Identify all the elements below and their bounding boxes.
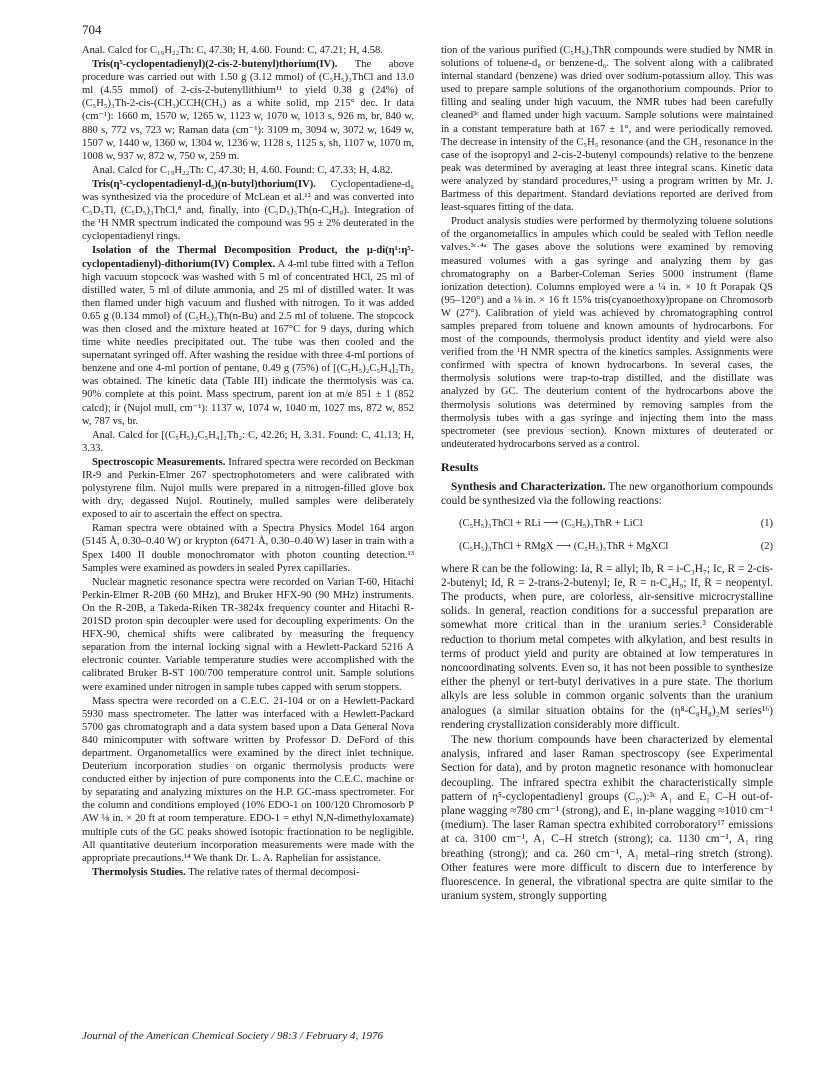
equation-number: (1): [760, 518, 773, 530]
equation-2: [441, 540, 773, 553]
paragraph-text: Infrared spectra were recorded on Beckman IR-9 and Perkin-Elmer 267 spectrophotometers and were calibrated with polystyrene film. Nujol mulls were prepared in a nitrogen-filled glove box with dry, degassed Nujol. Routinely, mulled samples were deliberately exposed to air to ascertain the effect on spectra.: [82, 456, 414, 521]
page-number: 704: [82, 22, 102, 37]
paragraph: [82, 866, 414, 879]
paragraph: [82, 58, 414, 163]
paragraph: [82, 244, 414, 427]
run-in-heading: Tris(η⁵-cyclopentadienyl-d₅)(n-butyl)thorium(IV).: [92, 178, 316, 190]
left-column: [82, 44, 414, 880]
paragraph-text: Cyclopentadiene-d₆ was synthesized via the procedure of McLean et al.¹² and was converted into C₅D₅Tl, (C₅D₅)₃ThCl,⁸ and, finally, into (C₅D₅)₃Th(n-C₄H₉). Integration of the ¹H NMR spectrum indicated the compound was 95 ± 2% deuterated in the cyclopentadienyl rings.: [82, 178, 414, 243]
equation-1: [441, 517, 773, 530]
paragraph: Anal. Calcd for C₁₉H₂₂Th: C, 47.30; H, 4.60. Found: C, 47.21; H, 4.58.: [82, 45, 383, 56]
run-in-heading: Synthesis and Characterization.: [451, 481, 606, 493]
run-in-heading: Tris(η⁵-cyclopentadienyl)(2-cis-2-butenyl)thorium(IV).: [92, 59, 338, 71]
right-column: [441, 44, 773, 904]
paragraph: Mass spectra were recorded on a C.E.C. 21-104 or on a Hewlett-Packard 5930 mass spectrometer. The latter was interfaced with a Hewlett-Packard 5700 gas chromatograph and a data system based upon a Data General Nova 840 minicomputer with software written by Professor D. DeFord of this department. Organometallics were examined by the direct inlet technique. Deuterium incorporation studies on organic thermolysis products were conducted either by injection of pure components into the C.E.C. machine or by separating and analyzing mixtures on the H.P. GC-mass spectrometer. For the column and conditions employed (10% EDO-1 on 100/120 Chromosorb P AW ⅛ in. × 20 ft at room temperature. EDO-1 = ethyl N,N-dimethyloxamate) multiple cuts of the GC peaks showed isotopic fractionation to be negligible. All quantitative deuterium incorporation measurements were made with the appropriate precautions.¹⁴ We thank Dr. L. A. Raphelian for assistance.: [82, 695, 414, 864]
paragraph-text: The relative rates of thermal decomposi-: [185, 866, 360, 878]
paragraph: Product analysis studies were performed by thermolyzing toluene solutions of the organometallics in ampules which could be sealed with Teflon needle valves.³ᶜ·⁴ᵃ The gases above the solutions were examined by removing measured volumes with a gas syringe and analyzing them by gas chromatography on a Barber-Coleman Series 5000 instrument (flame ionization detection). Columns employed were a ¼ in. × 10 ft Porapak QS (95–120°) and a ⅛ in. × 16 ft 15% tris(cyanoethoxy)propane on Chromosorb W (27°). Calibration of yield was achieved by chromatographing control samples prepared from toluene and known amounts of hydrocarbons. For most of the compounds, thermolysis product identity and yield were also verified from the ¹H NMR spectra of the kinetics samples. Assignments were confirmed with spectra of known hydrocarbons. In several cases, the thermolysis solutions were trap-to-trap distilled, and the distillate was analyzed by GC. The deuterium content of the hydrocarbons above the thermolysis solutions was determined by removing samples from the thermolysis tubes with a gas syringe and injecting them into the mass spectrometer (see previous section). Known mixtures of deuterated or undeuterated hydrocarbons served as a control.: [441, 216, 773, 450]
run-in-heading: Isolation of the Thermal Decomposition Product, the μ-di(η¹:η⁵-cyclopentadienyl)-dithorium(IV) Complex.: [82, 245, 414, 270]
paragraph: tion of the various purified (C₅H₅)₃ThR compounds were studied by NMR in solutions of toluene-d₈ or benzene-d₆. The solvent along with a calibrated internal standard (benzene) was dried over sodium-potassium alloy. This was used to prepare sample solutions of the organothorium compounds. Prior to filling and sealing under high vacuum, the NMR tubes had been carefully cleaned³ᶜ and flamed under high vacuum. Sample solutions were maintained in a constant temperature bath at 167 ± 1°, and were periodically removed. The decrease in intensity of the C₅H₅ resonance (and the CH₃ resonance in the case of the isopropyl and 2-cis-2-butenyl compounds) relative to the benzene peak was determined by averaging at least three integral scans. Kinetic data were analyzed by standard procedures,¹⁵ using a program written by Mr. J. Bartmess of this department. Standard deviations reported are derived from least-squares fitting of the data.: [441, 45, 773, 214]
section-heading-results: Results: [441, 459, 479, 474]
paragraph: [441, 480, 773, 508]
equation-body: (C₅H₅)₃ThCl + RLi ⟶ (C₅H₅)₃ThR + LiCl: [459, 518, 643, 530]
paragraph: The new thorium compounds have been characterized by elemental analysis, infrared and laser Raman spectroscopy (see Experimental Section for data), and by proton magnetic resonance with homonuclear decoupling. The infrared spectra exhibit the characteristically simple pattern of η⁵-cyclopentadienyl groups (C₅ᵥ):³ᶜ A₁ and E₁ C–H out-of-plane wagging ≈780 cm⁻¹ (strong), and E₁ in-plane wagging ≈1010 cm⁻¹ (medium). The laser Raman spectra exhibited corroboratory¹⁷ emissions at ca. 3100 cm⁻¹, A₁ C–H stretch (strong); ca. 1130 cm⁻¹, A₁ ring breathing (strong); and ca. 260 cm⁻¹, A₁ metal–ring stretch (strong). Other features were more difficult to discern due to interference by fluorescence. In general, the vibrational spectra are quite similar to the uranium system, strongly supporting: [441, 734, 773, 903]
run-in-heading: Spectroscopic Measurements.: [92, 456, 226, 468]
paragraph-text: The above procedure was carried out with 1.50 g (3.12 mmol) of (C₅H₅)₃ThCl and 13.0 ml (4.55 mmol) of 2-cis-2-butenyllithium¹¹ to yield 0.38 g (24%) of (C₅H₅)₃Th-2-cis-(CH₃)CCH(CH₃) as a white solid, mp 215° dec. Ir data (cm⁻¹): 1660 m, 1570 w, 1265 w, 1123 w, 1070 w, 1013 s, 926 m, br, 840 w, 880 s, 772 vs, 723 w; Raman data (cm⁻¹): 3109 m, 3094 w, 3072 w, 1649 w, 1507 w, 1440 w, 1360 w, 1304 w, 1236 w, 1128 s, 1125 s, sh, 1107 w, 1070 m, 1008 w, 937 w, 872 w, 750 w, 259 m.: [82, 59, 414, 162]
equation-number: (2): [760, 540, 773, 552]
journal-footer: Journal of the American Chemical Society / 98:3 / February 4, 1976: [82, 1030, 384, 1042]
paragraph: Anal. Calcd for [(C₅H₅)₂C₅H₄]₂Th₂: C, 42.26; H, 3.31. Found: C, 41.13; H, 3.33.: [82, 429, 414, 454]
paragraph: Raman spectra were obtained with a Spectra Physics Model 164 argon (5145 Å, 0.30–0.40 W) or krypton (6471 Å, 0.30–0.40 W) laser in train with a Spex 1400 II double monochromator with photon counting detection.¹³ Samples were examined as powders in sealed Pyrex capillaries.: [82, 523, 414, 574]
paragraph-text: The new organothorium compounds could be synthesized via the following reactions:: [441, 481, 773, 508]
run-in-heading: Thermolysis Studies.: [92, 866, 186, 878]
paragraph: Anal. Calcd for C₁₉H₂₂Th: C, 47.30; H, 4.60. Found: C, 47.33; H, 4.82.: [92, 164, 393, 176]
paragraph: where R can be the following: Ia, R = allyl; Ib, R = i-C₃H₇; Ic, R = 2-cis-2-butenyl; Id, R = 2-trans-2-butenyl; Ie, R = n-C₄H₉; If, R = neopentyl. The products, when pure, are colorless, air-sensitive microcrystalline solids. In general, reaction conditions for a successful preparation are somewhat more critical than in the uranium series.³ Considerable reduction to thorium metal competes with alkylation, and best results in terms of product yield and purity are obtained at low temperatures in noncoordinating solvents. Even so, it has not been possible to synthesize either the phenyl or tert-butyl derivatives in a pure state. The thorium alkyls are less soluble in common organic solvents than the uranium analogues (a similar situation obtains for the (η⁸-C₈H₈)₂M series¹⁶) rendering crystallization considerably more difficult.: [441, 562, 773, 731]
paragraph: [82, 456, 414, 521]
paragraph: [82, 178, 414, 243]
paragraph: Nuclear magnetic resonance spectra were recorded on Varian T-60, Hitachi Perkin-Elmer R-20B (60 MHz), and Bruker HFX-90 (90 MHz) instruments. On the R-20B, a Takeda-Riken TR-3824x frequency counter and Hitachi R-201SD proton spin decoupler were used for decoupling experiments. On the HFX-90, chemical shifts were calibrated by measuring the frequency separation from the internal locking signal with a Hewlett-Packard 5216 A electronic counter. Variable temperature studies were accomplished with the calibrated Bruker B-ST 100/700 temperature control unit. Sample solutions were examined under nitrogen in sample tubes capped with serum stoppers.: [82, 576, 414, 693]
paragraph-text: A 4-ml tube fitted with a Teflon high vacuum stopcock was washed with 5 ml of concentrated HCl, 25 ml of distilled water, 5 ml of dilute ammonia, and 25 ml of distilled water. It was then flamed under high vacuum and flushed with nitrogen. To it was added 0.65 g (0.134 mmol) of (C₅H₅)₃Th(n-Bu) and 2.5 ml of toluene. The stopcock was then closed and the mixture heated at 167°C for 9 days, during which time white needles precipitated out. The tube was then cooled and the supernatant syringed off. After washing the residue with three 4-ml portions of benzene and one 4-ml portion of pentane, 0.49 g (75%) of [(C₅H₅)₂C₅H₄]₂Th₂ was obtained. The kinetic data (Table III) indicate the thermolysis was ca. 90% complete at this point. Mass spectrum, parent ion at m/e 851 ± 1 (852 calcd); ir (Nujol mull, cm⁻¹): 1137 w, 1074 w, 1040 m, 1027 ms, 872 w, 852 w, 787 vs, br.: [82, 258, 414, 427]
equation-body: (C₅H₅)₃ThCl + RMgX ⟶ (C₅H₅)₃ThR + MgXCl: [459, 540, 669, 552]
